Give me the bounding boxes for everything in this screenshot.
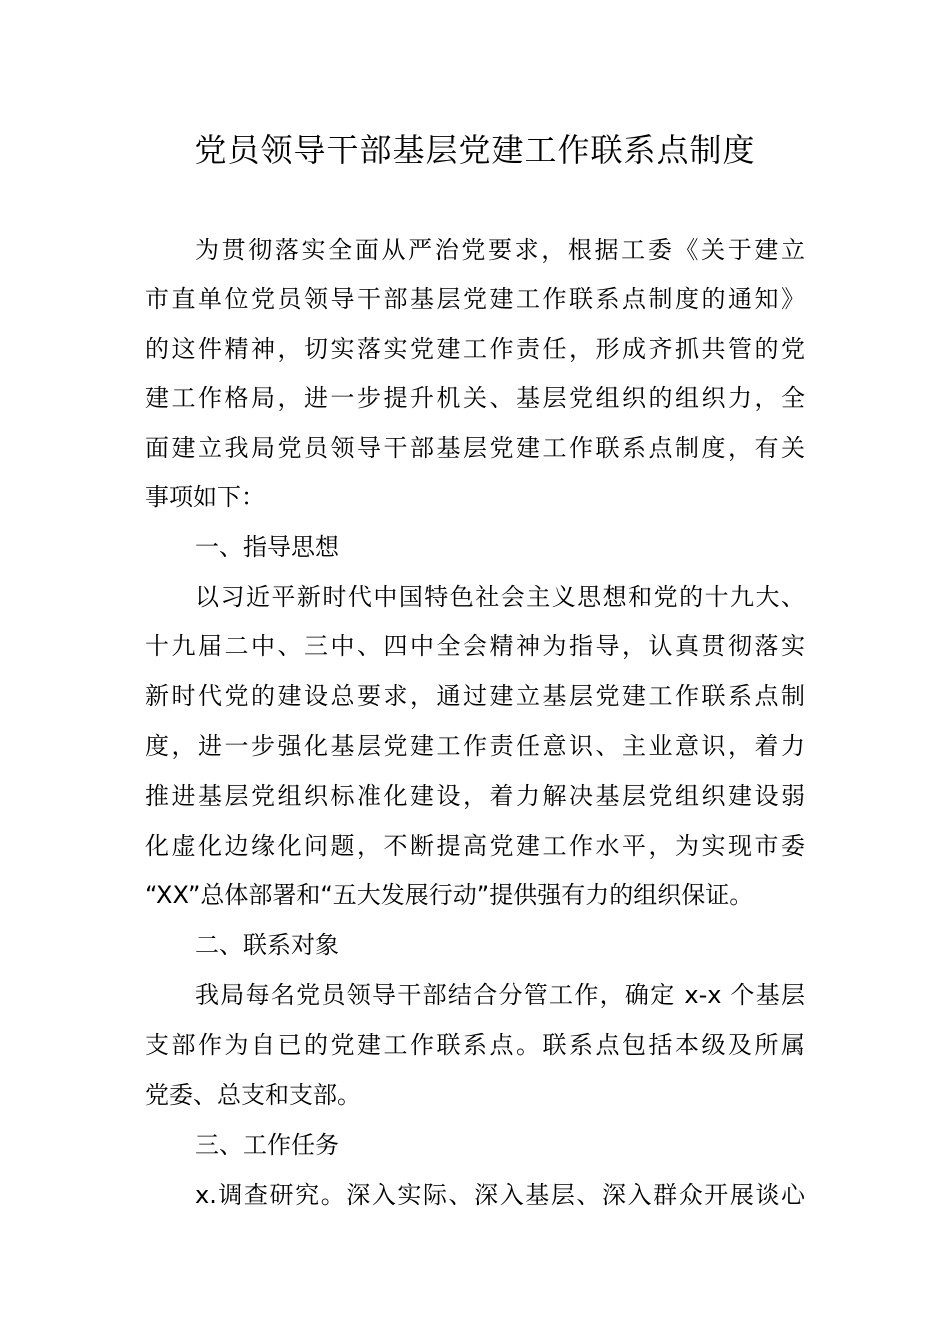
section-heading: 二、联系对象 — [195, 931, 339, 959]
paragraph-line: 事项如下： — [145, 483, 265, 511]
paragraph-line: x.调查研究。深入实际、深入基层、深入群众开展谈心 — [195, 1181, 805, 1209]
document-title: 党员领导干部基层党建工作联系点制度 — [194, 131, 756, 169]
paragraph-line: 市直单位党员领导干部基层党建工作联系点制度的通知》 — [145, 285, 805, 313]
paragraph-line: 化虚化边缘化问题，不断提高党建工作水平，为实现市委 — [145, 832, 805, 860]
paragraph-line: 新时代党的建设总要求，通过建立基层党建工作联系点制 — [145, 682, 805, 710]
paragraph-line: 推进基层党组织标准化建设，着力解决基层党组织建设弱 — [145, 782, 805, 810]
paragraph-line: 面建立我局党员领导干部基层党建工作联系点制度，有关 — [145, 434, 805, 462]
paragraph-line: 党委、总支和支部。 — [145, 1081, 361, 1109]
paragraph-line: 为贯彻落实全面从严治党要求，根据工委《关于建立 — [195, 236, 805, 264]
section-heading: 一、指导思想 — [195, 533, 339, 561]
paragraph-line: 十九届二中、三中、四中全会精神为指导，认真贯彻落实 — [145, 632, 805, 660]
section-heading: 三、工作任务 — [195, 1131, 339, 1159]
paragraph-line: 支部作为自已的党建工作联系点。联系点包括本级及所属 — [145, 1031, 805, 1059]
paragraph-line: 以习近平新时代中国特色社会主义思想和党的十九大、 — [195, 583, 805, 611]
paragraph-line: 度，进一步强化基层党建工作责任意识、主业意识，着力 — [145, 732, 805, 760]
paragraph-line: 建工作格局，进一步提升机关、基层党组织的组织力，全 — [145, 384, 805, 412]
paragraph-line: 的这件精神，切实落实党建工作责任，形成齐抓共管的党 — [145, 335, 805, 363]
paragraph-line: “XX”总体部署和“五大发展行动”提供强有力的组织保证。 — [145, 881, 754, 909]
paragraph-line: 我局每名党员领导干部结合分管工作，确定 x-x 个基层 — [195, 981, 805, 1009]
